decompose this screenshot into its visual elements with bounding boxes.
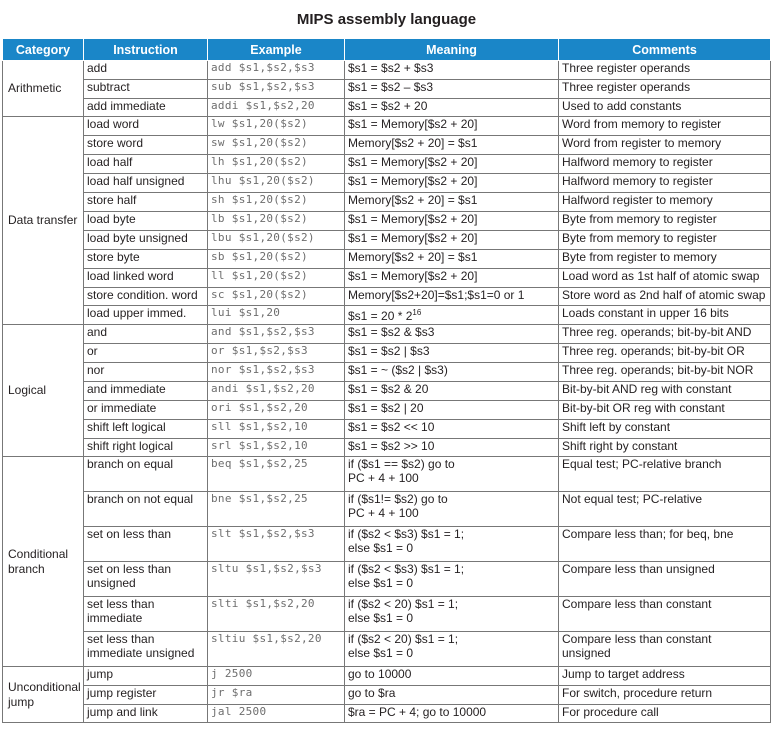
table-row [3,269,771,288]
meaning-cell [345,325,559,344]
table-row [3,492,771,527]
instruction-cell-text: set on less than [87,527,172,541]
meaning-cell-text: Memory[$s2+20]=$s1;$s1=0 or 1 [348,288,525,302]
comment-cell [559,382,771,401]
example-cell [208,269,345,288]
meaning-cell-text: $s1 = Memory[$s2 + 20] [348,174,478,188]
comment-cell [559,306,771,325]
example-cell-text: sltu $s1,$s2,$s3 [211,562,322,575]
table-row [3,212,771,231]
table-row [3,363,771,382]
meaning-cell [345,562,559,597]
comment-cell-text: Three reg. operands; bit-by-bit NOR [562,363,754,377]
comment-cell [559,174,771,193]
table-row [3,288,771,306]
meaning-cell [345,363,559,382]
comment-cell [559,527,771,562]
table-row [3,155,771,174]
table-row [3,686,771,705]
comment-cell [559,117,771,136]
instruction-cell [84,401,208,420]
comment-cell [559,212,771,231]
instruction-cell-text: add [87,61,108,75]
comment-cell [559,686,771,705]
instruction-cell [84,117,208,136]
exponent: 16 [412,308,422,317]
example-cell [208,288,345,306]
comment-cell [559,420,771,439]
meaning-cell-text: $s1 = Memory[$s2 + 20] [348,231,478,245]
instruction-cell-text: nor [87,363,105,377]
comment-cell [559,231,771,250]
instruction-cell-text: store word [87,136,144,150]
table-row [3,667,771,686]
example-cell-text: sb $s1,20($s2) [211,250,308,263]
comment-cell-text: Word from register to memory [562,136,722,150]
instruction-cell [84,288,208,306]
comment-cell [559,457,771,492]
instruction-cell [84,705,208,723]
example-cell-text: or $s1,$s2,$s3 [211,344,308,357]
meaning-cell [345,288,559,306]
category-cell: Unconditional jump [3,667,84,723]
table-row [3,597,771,632]
meaning-cell [345,61,559,80]
comment-cell-text: Shift right by constant [562,439,678,453]
table-row [3,439,771,457]
instruction-cell-text: branch on not equal [87,492,194,506]
meaning-cell-text: $s1 = Memory[$s2 + 20] [348,212,478,226]
header-comments: Comments [559,39,771,61]
meaning-cell-text: else $s1 = 0 [348,541,414,555]
comment-cell [559,562,771,597]
instruction-cell-text: set on less than [87,562,172,576]
example-cell [208,117,345,136]
example-cell-text: add $s1,$s2,$s3 [211,61,315,74]
meaning-cell-text: if ($s2 < $s3) $s1 = 1; [348,527,465,541]
comment-cell-text: Byte from memory to register [562,231,717,245]
instruction-cell-text: store condition. word [87,288,198,302]
instruction-cell-text: set less than [87,632,155,646]
meaning-cell [345,667,559,686]
instruction-cell [84,306,208,325]
instruction-cell-text: and [87,325,108,339]
table-row [3,231,771,250]
category-cell: Logical [3,325,84,457]
instruction-cell [84,344,208,363]
meaning-cell [345,401,559,420]
instruction-cell-text: load byte [87,212,136,226]
meaning-cell-text: $s1 = $s2 – $s3 [348,80,434,94]
example-cell-text: lb $s1,20($s2) [211,212,308,225]
meaning-cell [345,155,559,174]
example-cell-text: lh $s1,20($s2) [211,155,308,168]
meaning-cell [345,174,559,193]
comment-cell-text: Compare less than constant [562,632,712,646]
instruction-cell [84,597,208,632]
instruction-cell-text: or [87,344,98,358]
comment-cell-text: For switch, procedure return [562,686,713,700]
comment-cell-text: Byte from memory to register [562,212,717,226]
meaning-cell [345,231,559,250]
instruction-cell-text: subtract [87,80,130,94]
comment-cell [559,61,771,80]
comment-cell-text: Jump to target address [562,667,685,681]
instruction-cell [84,686,208,705]
instruction-cell [84,231,208,250]
comment-cell-text: Three reg. operands; bit-by-bit OR [562,344,745,358]
example-cell [208,344,345,363]
example-cell [208,667,345,686]
instruction-cell [84,174,208,193]
table-row [3,136,771,155]
meaning-cell-text: $s1 = 20 * 2 [348,309,413,323]
example-cell [208,401,345,420]
example-cell [208,562,345,597]
meaning-cell-text: $s1 = $s2 + $s3 [348,61,434,75]
example-cell-text: andi $s1,$s2,20 [211,382,315,395]
instruction-cell [84,80,208,99]
example-cell [208,250,345,269]
meaning-cell-text: if ($s2 < 20) $s1 = 1; [348,632,459,646]
example-cell-text: nor $s1,$s2,$s3 [211,363,315,376]
meaning-cell-text: Memory[$s2 + 20] = $s1 [348,193,478,207]
instruction-cell [84,363,208,382]
meaning-cell-text: PC + 4 + 100 [348,471,419,485]
comment-cell [559,632,771,667]
meaning-cell [345,439,559,457]
meaning-cell-text: $ra = PC + 4; go to 10000 [348,705,487,719]
header-instruction: Instruction [84,39,208,61]
example-cell [208,420,345,439]
meaning-cell [345,193,559,212]
example-cell-text: srl $s1,$s2,10 [211,439,308,452]
meaning-cell-text: $s1 = $s2 & $s3 [348,325,435,339]
meaning-cell-text: Memory[$s2 + 20] = $s1 [348,250,478,264]
comment-cell [559,363,771,382]
meaning-cell-text: PC + 4 + 100 [348,506,419,520]
comment-cell-text: Three register operands [562,61,691,75]
meaning-cell [345,212,559,231]
example-cell-text: beq $s1,$s2,25 [211,457,308,470]
instruction-cell [84,382,208,401]
meaning-cell-text: $s1 = Memory[$s2 + 20] [348,117,478,131]
table-row [3,705,771,723]
instruction-cell-text: jump [87,667,114,681]
instruction-cell [84,492,208,527]
instruction-cell [84,439,208,457]
example-cell [208,136,345,155]
table-row [3,457,771,492]
meaning-cell-text: $s1 = $s2 >> 10 [348,439,435,453]
comment-cell-text: Load word as 1st half of atomic swap [562,269,760,283]
example-cell-text: slti $s1,$s2,20 [211,597,315,610]
comment-cell-text: Compare less than; for beq, bne [562,527,734,541]
table-row [3,632,771,667]
comment-cell [559,80,771,99]
example-cell-text: lhu $s1,20($s2) [211,174,315,187]
example-cell [208,382,345,401]
comment-cell-text: Halfword register to memory [562,193,713,207]
meaning-cell-text: go to $ra [348,686,396,700]
meaning-cell-text: $s1 = $s2 | 20 [348,401,424,415]
instruction-cell [84,193,208,212]
example-cell-text: sltiu $s1,$s2,20 [211,632,322,645]
table-row [3,306,771,325]
example-cell-text: lbu $s1,20($s2) [211,231,315,244]
example-cell-text: sc $s1,20($s2) [211,288,308,301]
comment-cell-text: Halfword memory to register [562,155,713,169]
example-cell [208,457,345,492]
comment-cell [559,492,771,527]
table-row [3,193,771,212]
page-title: MIPS assembly language [296,11,477,28]
header-example: Example [208,39,345,61]
meaning-cell-text: $s1 = Memory[$s2 + 20] [348,155,478,169]
example-cell-text: addi $s1,$s2,20 [211,99,315,112]
example-cell [208,705,345,723]
example-cell [208,212,345,231]
meaning-cell-text: $s1 = $s2 & 20 [348,382,429,396]
instruction-cell-text: store byte [87,250,140,264]
example-cell-text: sw $s1,20($s2) [211,136,308,149]
example-cell [208,306,345,325]
meaning-cell-text: if ($s2 < $s3) $s1 = 1; [348,562,465,576]
meaning-cell-text: $s1 = Memory[$s2 + 20] [348,269,478,283]
instruction-cell-text: immediate unsigned [87,646,195,660]
comment-cell-text: Bit-by-bit AND reg with constant [562,382,732,396]
meaning-cell-text: $s1 = $s2 << 10 [348,420,435,434]
example-cell-text: ori $s1,$s2,20 [211,401,308,414]
instruction-cell-text: branch on equal [87,457,174,471]
instruction-cell-text: unsigned [87,576,136,590]
instruction-cell-text: load half unsigned [87,174,185,188]
example-cell-text: jr $ra [211,686,253,699]
comment-cell-text: Bit-by-bit OR reg with constant [562,401,725,415]
meaning-cell [345,492,559,527]
comment-cell [559,136,771,155]
table-row [3,382,771,401]
comment-cell-text: Three reg. operands; bit-by-bit AND [562,325,752,339]
table-row [3,99,771,117]
instruction-cell-text: and immediate [87,382,166,396]
comment-cell [559,597,771,632]
meaning-cell [345,597,559,632]
table-row [3,174,771,193]
comment-cell [559,344,771,363]
comment-cell [559,325,771,344]
meaning-cell-text: if ($s2 < 20) $s1 = 1; [348,597,459,611]
comment-cell-text: Not equal test; PC-relative [562,492,703,506]
comment-cell-text: Compare less than unsigned [562,562,715,576]
table-row [3,420,771,439]
example-cell [208,439,345,457]
meaning-cell-text: $s1 = $s2 + 20 [348,99,428,113]
category-cell: Arithmetic [3,61,84,117]
example-cell [208,492,345,527]
table-row [3,562,771,597]
instruction-cell-text: shift right logical [87,439,174,453]
table-row [3,325,771,344]
example-cell-text: ll $s1,20($s2) [211,269,308,282]
comment-cell-text: Store word as 2nd half of atomic swap [562,288,766,302]
instruction-cell-text: add immediate [87,99,166,113]
example-cell [208,363,345,382]
instruction-cell [84,632,208,667]
comment-cell [559,250,771,269]
example-cell-text: slt $s1,$s2,$s3 [211,527,315,540]
comment-cell-text: Compare less than constant [562,597,712,611]
instruction-cell-text: set less than [87,597,155,611]
table-row [3,527,771,562]
example-cell [208,61,345,80]
comment-cell-text: For procedure call [562,705,659,719]
comment-cell [559,667,771,686]
example-cell-text: and $s1,$s2,$s3 [211,325,315,338]
instruction-cell [84,250,208,269]
meaning-cell [345,420,559,439]
example-cell-text: lw $s1,20($s2) [211,117,308,130]
instruction-cell [84,269,208,288]
comment-cell-text: Equal test; PC-relative branch [562,457,722,471]
header-category: Category [3,39,84,61]
example-cell-text: j 2500 [211,667,253,680]
meaning-cell-text: if ($s1!= $s2) go to [348,492,448,506]
meaning-cell [345,457,559,492]
instruction-cell [84,136,208,155]
meaning-cell-text: Memory[$s2 + 20] = $s1 [348,136,478,150]
example-cell [208,632,345,667]
instruction-cell-text: load byte unsigned [87,231,188,245]
example-cell [208,597,345,632]
comment-cell [559,269,771,288]
instruction-cell [84,61,208,80]
example-cell-text: bne $s1,$s2,25 [211,492,308,505]
meaning-cell-text-wrap [348,306,555,323]
meaning-cell-text: else $s1 = 0 [348,646,414,660]
instruction-cell-text: load upper immed. [87,306,187,320]
comment-cell-text: Loads constant in upper 16 bits [562,306,729,320]
example-cell [208,174,345,193]
meaning-cell [345,306,559,325]
comment-cell [559,288,771,306]
instruction-cell [84,212,208,231]
instruction-cell-text: or immediate [87,401,157,415]
meaning-cell [345,136,559,155]
table-row [3,401,771,420]
table-row [3,61,771,80]
meaning-cell [345,705,559,723]
instruction-cell [84,667,208,686]
example-cell [208,155,345,174]
meaning-cell [345,527,559,562]
comment-cell-text: Shift left by constant [562,420,671,434]
comment-cell-text: Used to add constants [562,99,682,113]
header-meaning: Meaning [345,39,559,61]
instruction-cell-text: jump and link [87,705,158,719]
meaning-cell [345,99,559,117]
example-cell [208,231,345,250]
instruction-cell [84,99,208,117]
comment-cell-text: Halfword memory to register [562,174,713,188]
example-cell [208,80,345,99]
example-cell [208,686,345,705]
example-cell-text: lui $s1,20 [211,306,281,319]
meaning-cell [345,117,559,136]
instruction-cell [84,420,208,439]
meaning-cell [345,686,559,705]
example-cell-text: sh $s1,20($s2) [211,193,308,206]
comment-cell [559,99,771,117]
table-row [3,117,771,136]
meaning-cell-text: if ($s1 == $s2) go to [348,457,455,471]
instruction-cell [84,527,208,562]
example-cell-text: sll $s1,$s2,10 [211,420,308,433]
meaning-cell-text: else $s1 = 0 [348,576,414,590]
example-cell [208,99,345,117]
comment-cell [559,401,771,420]
instruction-cell-text: immediate [87,611,143,625]
comment-cell [559,439,771,457]
category-cell: Conditional branch [3,457,84,667]
instruction-cell-text: shift left logical [87,420,166,434]
comment-cell [559,705,771,723]
example-cell [208,193,345,212]
example-cell-text: sub $s1,$s2,$s3 [211,80,315,93]
meaning-cell [345,250,559,269]
table-body [3,61,771,723]
instruction-cell-text: jump register [87,686,157,700]
meaning-cell-text: $s1 = ~ ($s2 | $s3) [348,363,448,377]
instruction-cell [84,325,208,344]
comment-cell [559,155,771,174]
instruction-cell-text: load word [87,117,140,131]
meaning-cell-text: else $s1 = 0 [348,611,414,625]
instruction-cell [84,155,208,174]
meaning-cell [345,632,559,667]
meaning-cell-text: go to 10000 [348,667,412,681]
table-row [3,250,771,269]
instruction-cell-text: load half [87,155,133,169]
example-cell [208,325,345,344]
comment-cell-text: Byte from register to memory [562,250,717,264]
meaning-cell [345,80,559,99]
meaning-cell [345,344,559,363]
instruction-cell-text: load linked word [87,269,174,283]
instruction-cell-text: store half [87,193,137,207]
category-cell: Data transfer [3,117,84,325]
instruction-cell [84,457,208,492]
instruction-cell [84,562,208,597]
comment-cell [559,193,771,212]
header-row [3,39,771,61]
table-row [3,344,771,363]
example-cell-text: jal 2500 [211,705,267,718]
meaning-cell [345,269,559,288]
comment-cell-text: unsigned [562,646,611,660]
comment-cell-text: Three register operands [562,80,691,94]
mips-table [2,38,771,723]
example-cell [208,527,345,562]
table-row [3,80,771,99]
meaning-cell-text: $s1 = $s2 | $s3 [348,344,430,358]
comment-cell-text: Word from memory to register [562,117,722,131]
meaning-cell [345,382,559,401]
